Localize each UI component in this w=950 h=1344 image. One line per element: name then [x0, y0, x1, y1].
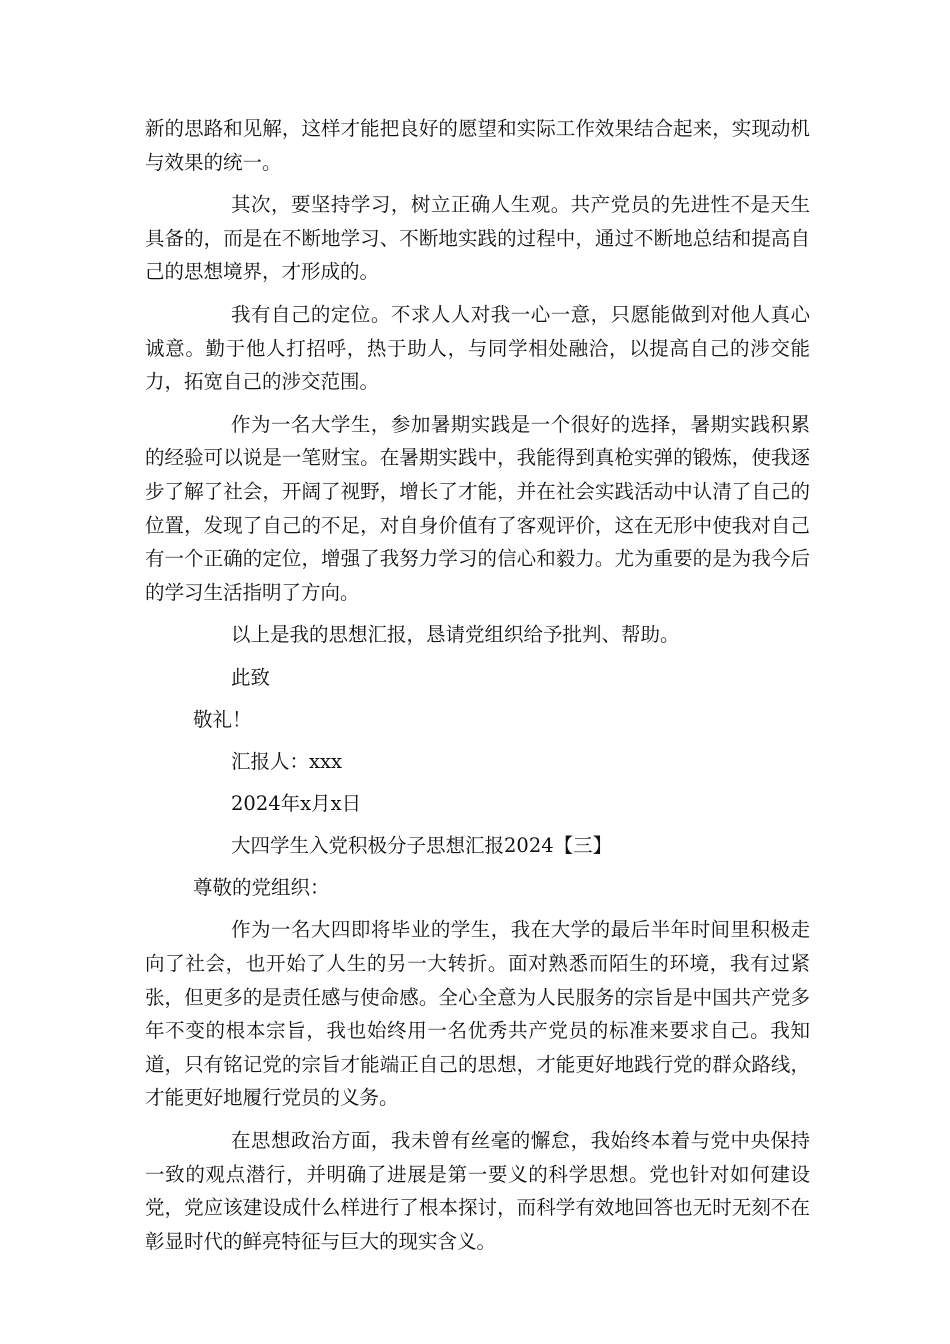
paragraph-conclusion: 以上是我的思想汇报，恳请党组织给予批判、帮助。 — [231, 623, 680, 647]
paragraph-positioning: 我有自己的定位。不求人人对我一心一意，只愿能做到对他人真心诚意。勤于他人打招呼，热于助人，与同学相处融洽，以提高自己的涉交能力，拓宽自己的涉交范围。 — [145, 302, 810, 394]
closing-text: 此致 — [231, 665, 271, 689]
greeting-line: 尊敬的党组织： — [193, 876, 330, 900]
date-line: 2024年x月x日 — [231, 792, 362, 816]
document-body — [145, 112, 810, 1267]
paragraph-summer-practice: 作为一名大学生，参加暑期实践是一个很好的选择，暑期实践积累的经验可以说是一笔财宝。在暑期实践中，我能得到真枪实弹的锻炼，使我逐步了解了社会，开阔了视野，增长了才能，并在社会实践活动中认清了自己的位置，发现了自己的不足，对自身价值有了客观评价，这在无形中使我对自己有一个正确的定位，增强了我努力学习的信心和毅力。尤为重要的是为我今后的学习生活指明了方向。 — [145, 412, 810, 604]
section-title: 大四学生入党积极分子思想汇报2024【三】 — [231, 834, 613, 858]
salute-text: 敬礼！ — [193, 708, 252, 731]
reporter-line: 汇报人：xxx — [231, 750, 342, 774]
paragraph-continuation: 新的思路和见解，这样才能把良好的愿望和实际工作效果结合起来，实现动机与效果的统一。 — [145, 117, 810, 174]
paragraph-political-thought: 在思想政治方面，我未曾有丝毫的懈怠，我始终本着与党中央保持一致的观点潜行，并明确了进展是第一要义的科学思想。党也针对如何建设党，党应该建设成什么样进行了根本探讨，而科学有效地回答也无时无刻不在彰显时代的鲜亮特征与巨大的现实含义。 — [145, 1129, 810, 1253]
paragraph-study: 其次，要坚持学习，树立正确人生观。共产党员的先进性不是天生具备的，而是在不断地学习、不断地实践的过程中，通过不断地总结和提高自己的思想境界，才形成的。 — [145, 193, 810, 284]
paragraph-graduating-student: 作为一名大四即将毕业的学生，我在大学的最后半年时间里积极走向了社会，也开始了人生的另一大转折。面对熟悉而陌生的环境，我有过紧张，但更多的是责任感与使命感。全心全意为人民服务的宗旨是中国共产党多年不变的根本宗旨，我也始终用一名优秀共产党员的标准来要求自己。我知道，只有铭记党的宗旨才能端正自己的思想，才能更好地践行党的群众路线，才能更好地履行党员的义务。 — [145, 918, 810, 1110]
